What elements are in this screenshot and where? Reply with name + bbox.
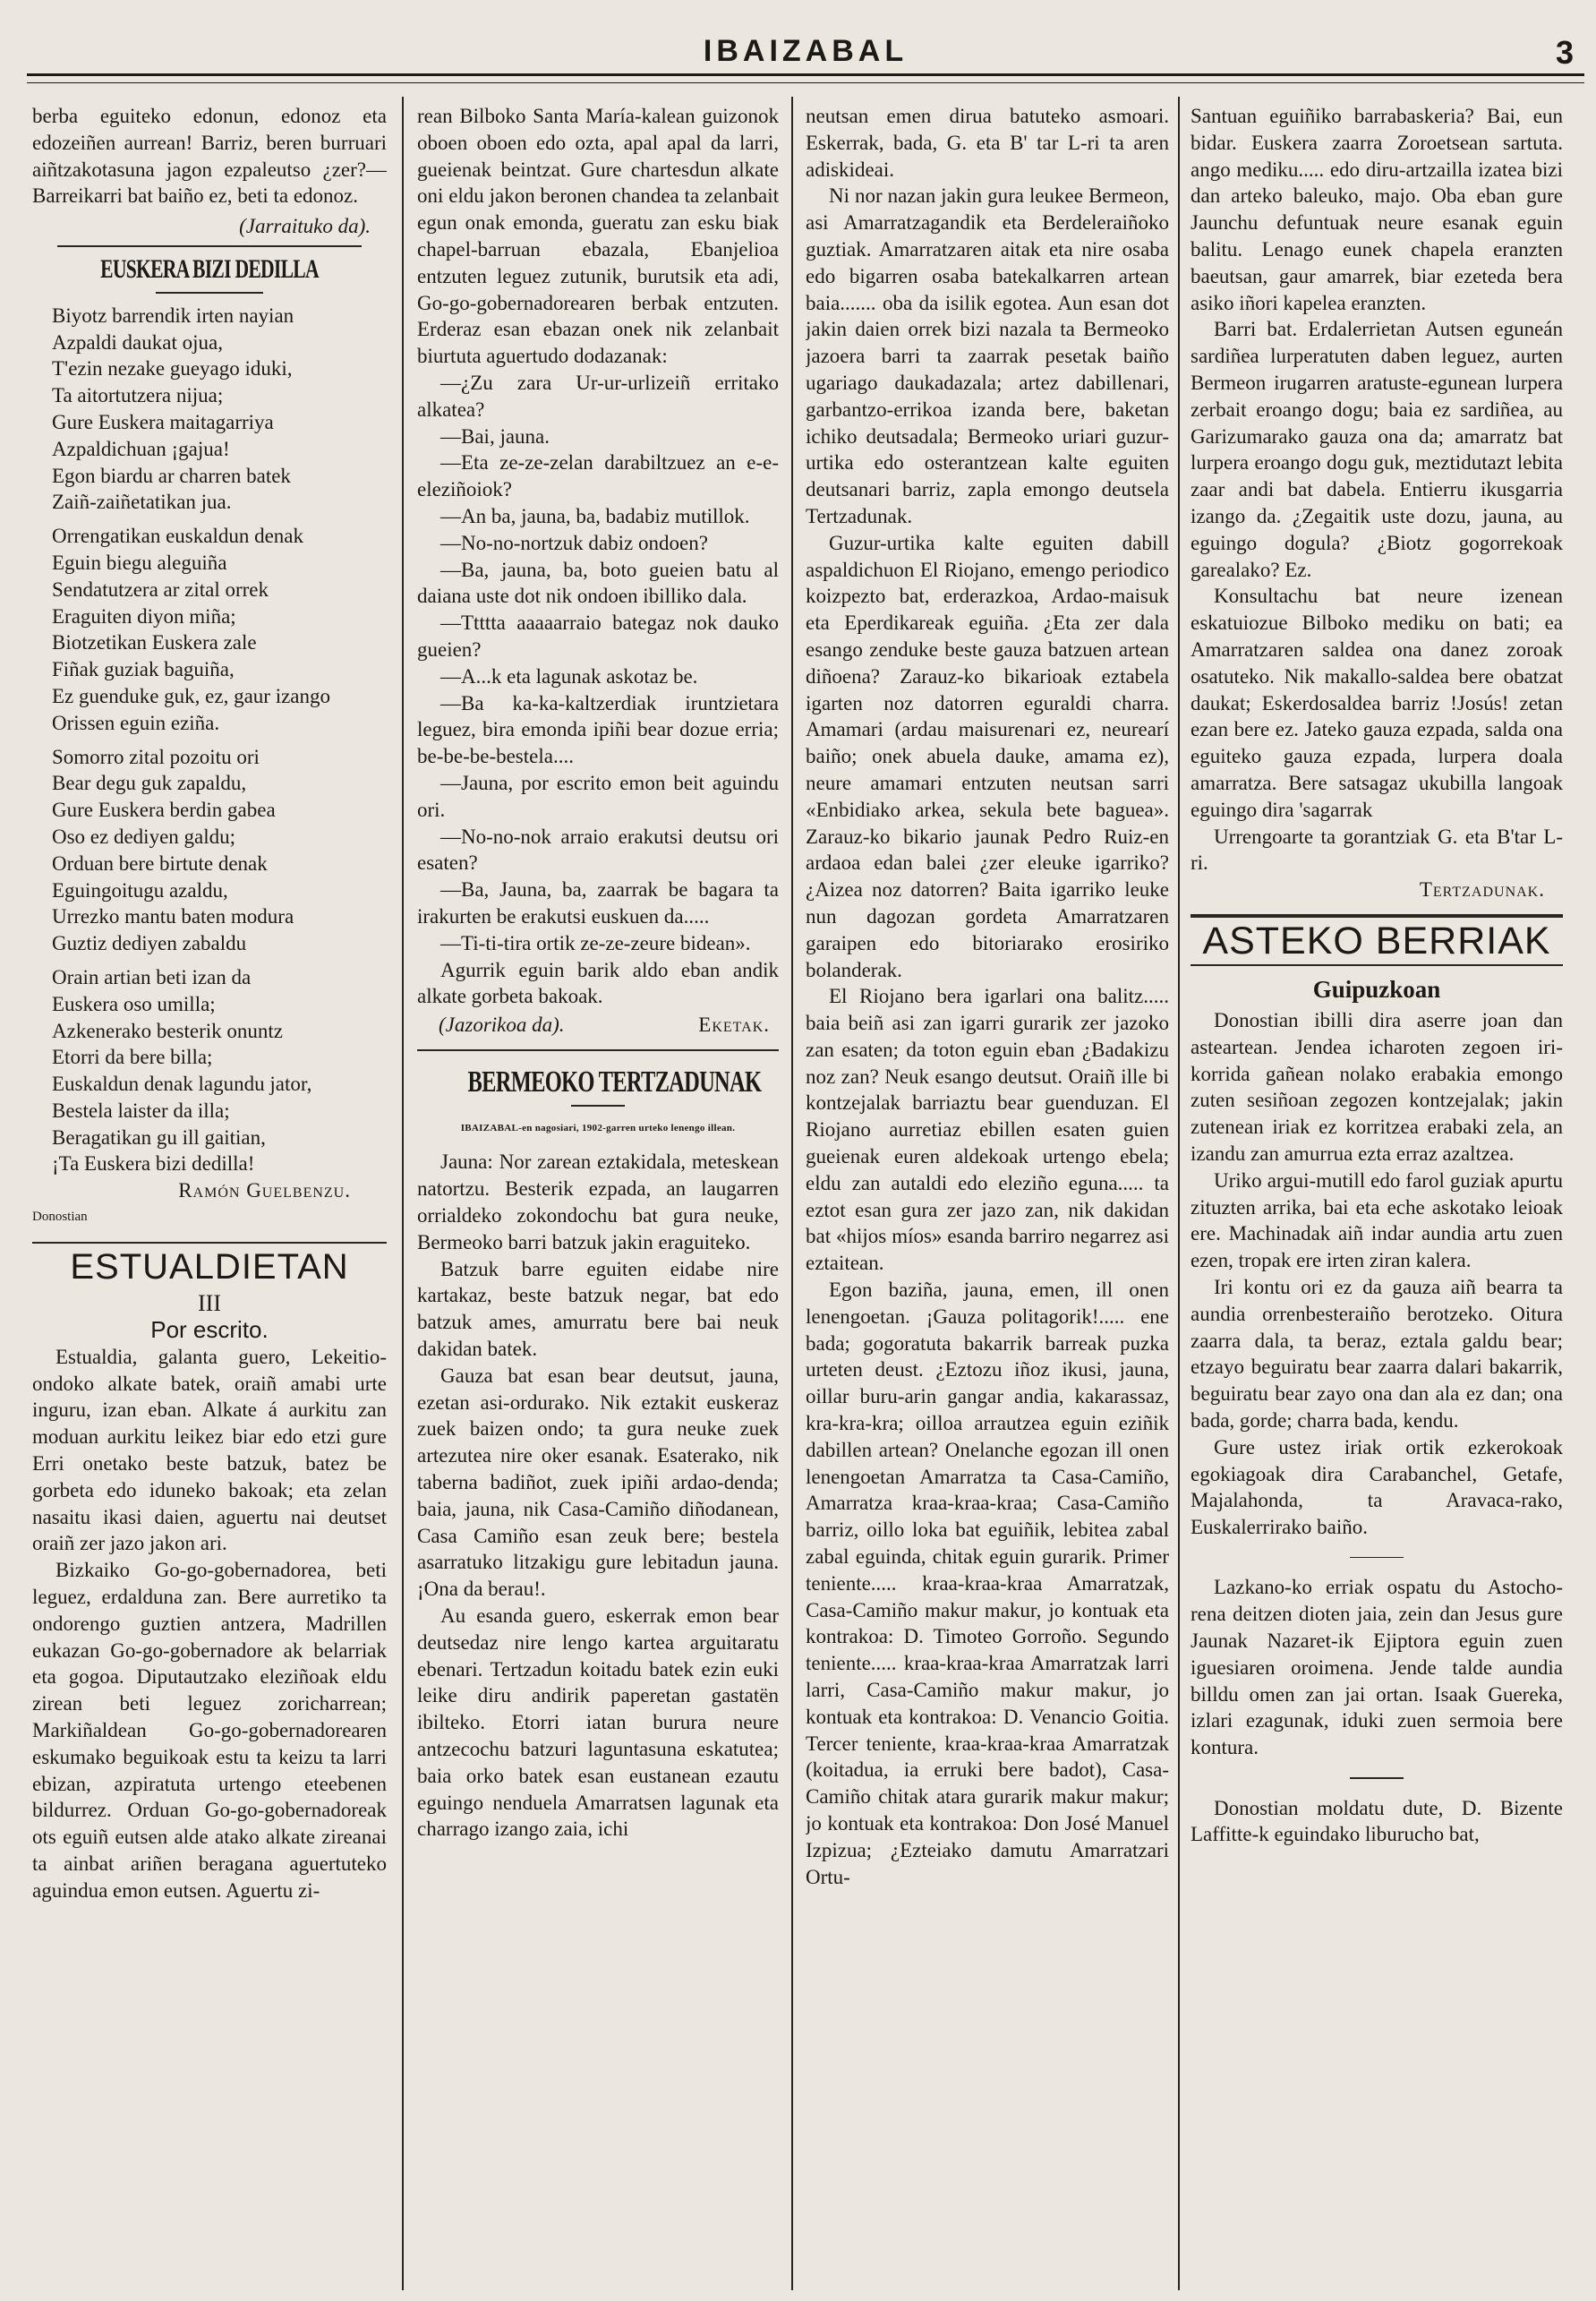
- poem-line: Ta aitortutzera nijua;: [52, 384, 224, 407]
- article-paragraph: El Riojano bera igarlari ona balitz..... baia beiñ asi zan igarri gurarik zer jazoko zan esaten; da toton eguin eban ¿Badakizu noz zan? Neuk esango deutsut. Oraiñ ille bi kontzejalak barriaztu bear guenduzan. El Riojano aurretiaz ebillen esaten guien gueienak euren aldekoak urtengo ebela; eldu zan autaldi edo eleziño eguna..... ta eztot esan gura zer jazo zan, nik dakidan bat «hijos míos» esanda barriro negarrez asi eztaitean.: [806, 985, 1169, 1275]
- article-title: BERMEOKO TERTZADUNAK: [467, 1065, 762, 1099]
- divider: [1191, 964, 1563, 967]
- page-header: [27, 34, 1584, 88]
- poem-line: Urrezko mantu baten modura: [52, 905, 294, 928]
- poem-line: Fiñak guziak baguiña,: [52, 658, 235, 681]
- dialogue-line: —Ti-ti-tira ortik ze-ze-zeure bidean».: [440, 931, 751, 954]
- column-1: [32, 103, 387, 2288]
- poem-line: Eguin biegu aleguiña: [52, 551, 227, 574]
- poem-line: Etorri da bere billa;: [52, 1046, 213, 1069]
- poem-line: Euskaldun denak lagundu jator,: [52, 1073, 312, 1096]
- article-paragraph: neutsan emen dirua batuteko asmoari. Eskerrak, bada, G. eta B' tar L-ri ta aren adiskideai.: [806, 105, 1169, 181]
- poem-place: Donostian: [32, 1210, 88, 1225]
- poem-line: Orain artian beti izan da: [52, 965, 252, 988]
- divider: [32, 1242, 387, 1245]
- article-paragraph: Santuan eguiñiko barrabaskeria? Bai, eun bidar. Euskera zaarra Zoroetsean sartuta. ango mediku..... edo diru-artzailla izatea bizi dan arteko baleuko, majo. Oba eban gure Jaunchu defuntuak neure esanak eguin balitu. Lenago eunek chapela eranzten baeutsan, gaur amarrek, biar ezeteda bera asiko iñori kapelea eranzten.: [1191, 105, 1563, 314]
- section-subtitle: Por escrito.: [150, 1315, 269, 1343]
- dialogue-line: —No-no-nok arraio erakutsi deutsu ori esaten?: [417, 825, 779, 875]
- poem-line: Bestela laister da illa;: [52, 1099, 230, 1122]
- poem-line: Eguingoitugu azaldu,: [52, 878, 228, 902]
- column-2: [417, 103, 779, 2288]
- dialogue-line: —An ba, jauna, ba, badabiz mutillok.: [440, 504, 750, 527]
- poem-line: Biotzetikan Euskera zale: [52, 631, 257, 654]
- poem-line: ¡Ta Euskera bizi dedilla!: [52, 1152, 255, 1176]
- poem-line: Biyotz barrendik irten nayian: [52, 304, 294, 327]
- article-text: berba eguiteko edonun, edonoz eta edozeiñen aurrean! Barriz, beren burruari aiñtzakotasuna jagon ezpaleutso ¿zer?—Barreikarri bat baiño ez, beti ta edonoz.: [32, 105, 387, 208]
- dialogue-line: —Ba, jauna, ba, boto gueien batu al daiana uste dot nik ondoen ibilliko dala.: [417, 558, 779, 608]
- poem-line: Sendatutzera ar zital orrek: [52, 577, 269, 601]
- poem-author: Ramón Guelbenzu.: [178, 1179, 351, 1202]
- header-rule: [27, 73, 1584, 83]
- poem-title: EUSKERA BIZI DEDILLA: [100, 254, 319, 285]
- article-footer: [439, 1012, 770, 1039]
- section-number: III: [198, 1290, 221, 1317]
- dialogue-line: —Ba, Jauna, ba, zaarrak be bagara ta irakurten be erakutsi euskuen da.....: [417, 878, 779, 928]
- article-paragraph: Au esanda guero, eskerrak emon bear deutsedaz nire lengo kartea arguitaratu ebenari. Tertzadun koitadu batek ezin euki leike diru andirik paperetan gastatën ibilteko. Etorri iatan burura neure antzecochu batzuri laguntasuna eskatutea; baia orko batek esan eustanean ezautu eguingo nenduela Amarratsen lagunak eta charrago izango zaia, ichi: [417, 1604, 779, 1841]
- poem-line: Orissen eguin eziña.: [52, 711, 220, 734]
- poem-line: Bear degu guk zapaldu,: [52, 772, 247, 795]
- poem-line: Orduan bere birtute denak: [52, 851, 268, 875]
- dialogue-line: —Ba ka-ka-kaltzerdiak iruntzietara leguez, bira emonda ipiñi bear dozue erria; be-be-be-bestela....: [417, 691, 779, 768]
- poem-line: Egon biardu ar charren batek: [52, 464, 291, 487]
- poem-line: Oso ez dediyen galdu;: [52, 825, 236, 848]
- divider: [1191, 914, 1563, 918]
- continued-note: (Jazorikoa da).: [439, 1014, 565, 1037]
- article-paragraph: Bizkaiko Go-go-gobernadorea, beti leguez, erdalduna zan. Bere aurretiko ta ondorengo guztien antzera, Madrillen eukazan Go-go-gobernadore ak belarriak eta gogoa. Diputautzako eleziñoak eldu zirean beti leguez zoricharrean; Markiñaldean Go-go-gobernadorearen eskumako beguikoak estu ta keizu ta larri ebizan, azpiratuta urtengo eteebenen bildurrez. Orduan Go-go-gobernadoreak ots eguiñ eutsen alde atako alkate zireanai ta ainbat ariñen beragana aguertuteko aguindua emon eutsen. Aguertu zi-: [32, 1559, 387, 1902]
- page-number: 3: [1555, 34, 1574, 71]
- article-paragraph: Konsultachu bat neure izenean eskatuiozue Bilboko mediku on bati; ea Amarratzaren saldea ona danez zoroak osatuteko. Nik makallo-saldea bere obatzat daukat; Eskerdosaldea barriz !Josús! zetan ezan bere ez. Jateko gauza ezpada, salda ona eguiteko gauza ezpada, lurpera doala amarratza. Bere satsagaz ukubilla langoak eguingo dira 'sagarrak: [1191, 585, 1563, 821]
- poem-line: Gure Euskera berdin gabea: [52, 799, 276, 822]
- article-paragraph: Gauza bat esan bear deutsut, jauna, ezetan asi-ordurako. Nik eztakit euskeraz zuek baizen ondo; ta gura neuke zuek artezutea nire oker esanak. Esaterako, nik taberna badiñot, zuek ipiñi ardao-denda; baia, jauna, nik Casa-Camiño diñodanean, Casa Camiño esan zeuk bere; bestela asarratuko litzakigu gure lebitadun jauna. ¡Ona da berau!.: [417, 1364, 779, 1601]
- poem-line: Azpaldi daukat ojua,: [52, 330, 223, 354]
- dialogue-line: —A...k eta lagunak askotaz be.: [440, 664, 698, 688]
- dialogue-line: —¿Zu zara Ur-ur-urlizeiñ erritako alkatea?: [417, 371, 779, 421]
- newspaper-title: IBAIZABAL: [703, 34, 909, 68]
- news-paragraph: Donostian moldatu dute, D. Bizente Laffitte-k eguindako liburucho bat,: [1191, 1796, 1563, 1846]
- poem-line: Somorro zital pozoitu ori: [52, 745, 260, 768]
- poem-line: Beragatikan gu ill gaitian,: [52, 1125, 266, 1149]
- divider: [1350, 1777, 1404, 1779]
- dialogue-line: —Ttttta aaaaarraio bategaz nok dauko gueien?: [417, 612, 779, 661]
- section-title: ESTUALDIETAN: [70, 1247, 349, 1287]
- column-divider: [402, 97, 404, 2290]
- column-divider: [791, 97, 793, 2290]
- article-paragraph: Guzur-urtika kalte eguiten dabill aspaldichuon El Riojano, emengo periodico koizpezto bat, erderazkoa, Ardao-maisuk eta Eperdikareak eguiña. ¿Eta zer dala esango zenduke beste gauza batzuen artean diñoena? Zarauz-ko bikarioak eztabela igarten noz datorren eguraldi charra. Amamari (ardau maisurenari ez, neurearí baiño; onek abuela dauke, amama ez), neure amamari entzuten neutsan sarri «Enbidiako arkea, sekula bete baguea». Zarauz-ko bikario jaunak Pedro Ruiz-en ardaoa edan balei ¿zer eleuke igarriko? ¿Aizea noz datorren? Baita igarriko leuke nun dagozan gordeta Amarratzaren garaipen edo bitoriarako erosiriko bolanderak.: [806, 531, 1169, 981]
- divider: [1350, 1557, 1404, 1559]
- dialogue-line: —Bai, jauna.: [440, 424, 550, 448]
- article-paragraph: Batzuk barre eguiten eidabe nire kartakaz, beste batzuk negar, bat edo batzuk ames, amurratu bere bai neuk dakidan batek.: [417, 1257, 779, 1361]
- news-paragraph: Lazkano-ko erriak ospatu du Astocho-rena deitzen dioten jaia, zein dan Jesus gure Jaunak Nazaret-ik Ejiptora eguin zuen iguesiaren oroimena. Jende talde aundia billdu omen zan jai ortan. Isaak Guereka, izlari ezagunak, iduki zuen sermoia bere kontura.: [1191, 1576, 1563, 1759]
- dateline: IBAIZABAL-en nagosiari, 1902-garren urteko lenengo illean.: [460, 1122, 736, 1133]
- news-region: Guipuzkoan: [1312, 976, 1441, 1004]
- poem-line: Gure Euskera maitagarriya: [52, 410, 274, 433]
- divider: [571, 1105, 625, 1107]
- article-signature: Tertzadunak.: [1419, 878, 1545, 902]
- divider: [57, 245, 362, 248]
- article-paragraph: Urrengoarte ta gorantziak G. eta B'tar L-ri.: [1191, 825, 1563, 875]
- dialogue-line: —Jauna, por escrito emon beit aguindu ori.: [417, 771, 779, 821]
- article-paragraph: Estualdia, galanta guero, Lekeitio-ondoko alkate batek, oraiñ amabi urte inguru, izan eban. Alkate á aurkitu zan moduan aurkitu leikez biar edo etzi gure Erri onetako beste batzuk, batez be gorbeta edo iduneko bakoak; eta zelan nasaitu ikasi daien, aguertu nai deutset oraiñ zer jazo jakon ari.: [32, 1345, 387, 1555]
- poem-line: Azkenerako besterik onuntz: [52, 1019, 284, 1042]
- divider: [156, 292, 263, 294]
- poem-line: Orrengatikan euskaldun denak: [52, 525, 304, 548]
- article-paragraph: Jauna: Nor zarean eztakidala, meteskean natortzu. Besterik ezpada, an laugarren orrialdeko zokondochu bat gura neuke, Bermeoko barri batzuk jakin eraguiteko.: [417, 1150, 779, 1253]
- column-3: [806, 103, 1169, 2288]
- poem-line: Ez guenduke guk, ez, gaur izango: [52, 684, 331, 707]
- article-author: Eketak.: [698, 1014, 770, 1037]
- news-paragraph: Donostian ibilli dira aserre joan dan asteartean. Jendea icharoten zegoen iri-korrida gañean nolako erabakia emongo zuten sesiñoan zegozen kontzejalak; jakin zutenean iriak ez korritzea erabaki zela, an izandu zan amurrua ezta erraz azaltzea.: [1191, 1009, 1563, 1165]
- news-section-title: ASTEKO BERRIAK: [1202, 919, 1551, 962]
- poem-line: Azpaldichuan ¡gajua!: [52, 437, 230, 460]
- column-divider: [1178, 97, 1180, 2290]
- news-paragraph: Uriko argui-mutill edo farol guziak apurtu zituzten arrika, bai eta eche askotako leioak ere. Machinadak aiñ indar aundia artu zuen ezen, tropak ere irten ziran kalera.: [1191, 1168, 1563, 1272]
- continued-note: (Jarraituko da).: [239, 215, 371, 238]
- dialogue-line: —Eta ze-ze-zelan darabiltzuez an e-e-eleziñoiok?: [417, 451, 779, 501]
- article-paragraph: Barri bat. Erdalerrietan Autsen eguneán sardiñea lurperatuten daben leguez, aurten Bermeon irugarren aratuste-egunean lurpera zerbait eroango dogu; baia ez sardiñea, au Garizumarako gauza ona da; amarratz bat lurpera eroango dogu guk, meztidutazt lebita zaar andi bat dabela. Entierru ikusgarria izango da. ¿Zegaitik uste dozu, jauna, au eguingo dogula? ¿Biotz gogorrekoak garealako? Ez.: [1191, 318, 1563, 581]
- dialogue-line: —No-no-nortzuk dabiz ondoen?: [440, 531, 708, 554]
- divider: [417, 1049, 779, 1052]
- poem-line: Zaiñ-zaiñetatikan jua.: [52, 491, 232, 514]
- article-paragraph: Ni nor nazan jakin gura leukee Bermeon, asi Amarratzagandik eta Berdeleraiñoko guztiak. Amarratzaren aitak eta nire osaba edo bigarren osaba batekalkarren artean baia....... oba da isilik egotea. Aun esan dot jakin daien orrek bizi nazala ta Bermeoko jazoera barri ta zaarrak pesetak baiño ugariago daukadazala; artez dabillenari, garbantzo-errikoa izanda bere, baketan ichiko deutsadala; Bermeoko uriari guzur-urtika edo osterantzean kalte eguiten deutsanari barriz, zapla emongo deutsela Tertzadunak.: [806, 184, 1169, 527]
- article-paragraph: Egon baziña, jauna, emen, ill onen lenengoetan. ¡Gauza politagorik!..... ene bada; gogoratuta bakarrik barreak puzka urteten deust. ¿Eztozu iñoz ikusi, jauna, oillar buru-arin gangar andia, kakarassaz, kra-kra-kra; oilloa arrautzea eguin eziñik dabillen artean? Onelanche egozan ill onen lenengoetan Amarratza ta Casa-Camiño, Amarratza kraa-kraa-kraa; Casa-Camiño barriz, oillo loka bat eguiñik, lebitea zabal zabal eguinda, chitak eguin gurarik. Primer teniente..... kraa-kraa-kraa Amarratzak, Casa-Camiño makur makur, jo kontuak eta kontrakoa: D. Timoteo Gorroño. Segundo teniente..... kraa-kraa-kraa Amarratzak larri larri, Casa-Camiño makur makur, jo kontuak eta kontrakoa: D. Venancio Goitia. Tercer teniente, kraa-kraa-kraa Amarratzak (koitadua, ia erruki bere badot), Casa-Camiño chitak atara gurarik makur makur; jo kontuak eta kontrakoa: Don José Manuel Izpizua; ¿Ezteiako damutu Amarratzari Ortu-: [806, 1279, 1169, 1888]
- news-paragraph: Iri kontu ori ez da gauza aiñ bearra ta aundia orrenbesteraiño berotzeko. Oitura zaarra dala, ta beraz, eztala galdu bear; etzayo beguiratu bear zaarra dalari bakarrik, beguiratu bear zayo ona dan ala ez dan; ona bada, gorde; charra bada, kendu.: [1191, 1275, 1563, 1432]
- poem: [32, 303, 387, 1178]
- news-paragraph: Gure ustez iriak ortik ezkerokoak egokiagoak dira Carabanchel, Getafe, Majalahonda, ta Aravaca-rako, Euskalerrirako baiño.: [1191, 1435, 1563, 1539]
- poem-line: T'ezin nezake gueyago iduki,: [52, 357, 293, 381]
- poem-line: Guztiz dediyen zabaldu: [52, 932, 247, 955]
- poem-line: Eraguiten diyon miña;: [52, 604, 236, 628]
- dialogue-line: Agurrik eguin barik aldo eban andik alkate gorbeta bakoak.: [417, 958, 779, 1008]
- poem-line: Euskera oso umilla;: [52, 992, 216, 1015]
- article-paragraph: rean Bilboko Santa María-kalean guizonok oboen oboen edo ozta, apal apal da larri, gueienak beintzat. Gure chartesdun alkate oni eldu jakon beronen chandea ta zelanbait egun onak emonda, gueratu zan esku biak chapel-barruan ebazala, Ebanjelioa entzuten leguez zutunik, burutsik eta adi, Go-go-gobernadorearen berbak entzuten. Erderaz esan ebazan onek nik zelanbait biurtuta aguertudo dodazanak:: [417, 105, 779, 368]
- column-4: [1191, 103, 1563, 2288]
